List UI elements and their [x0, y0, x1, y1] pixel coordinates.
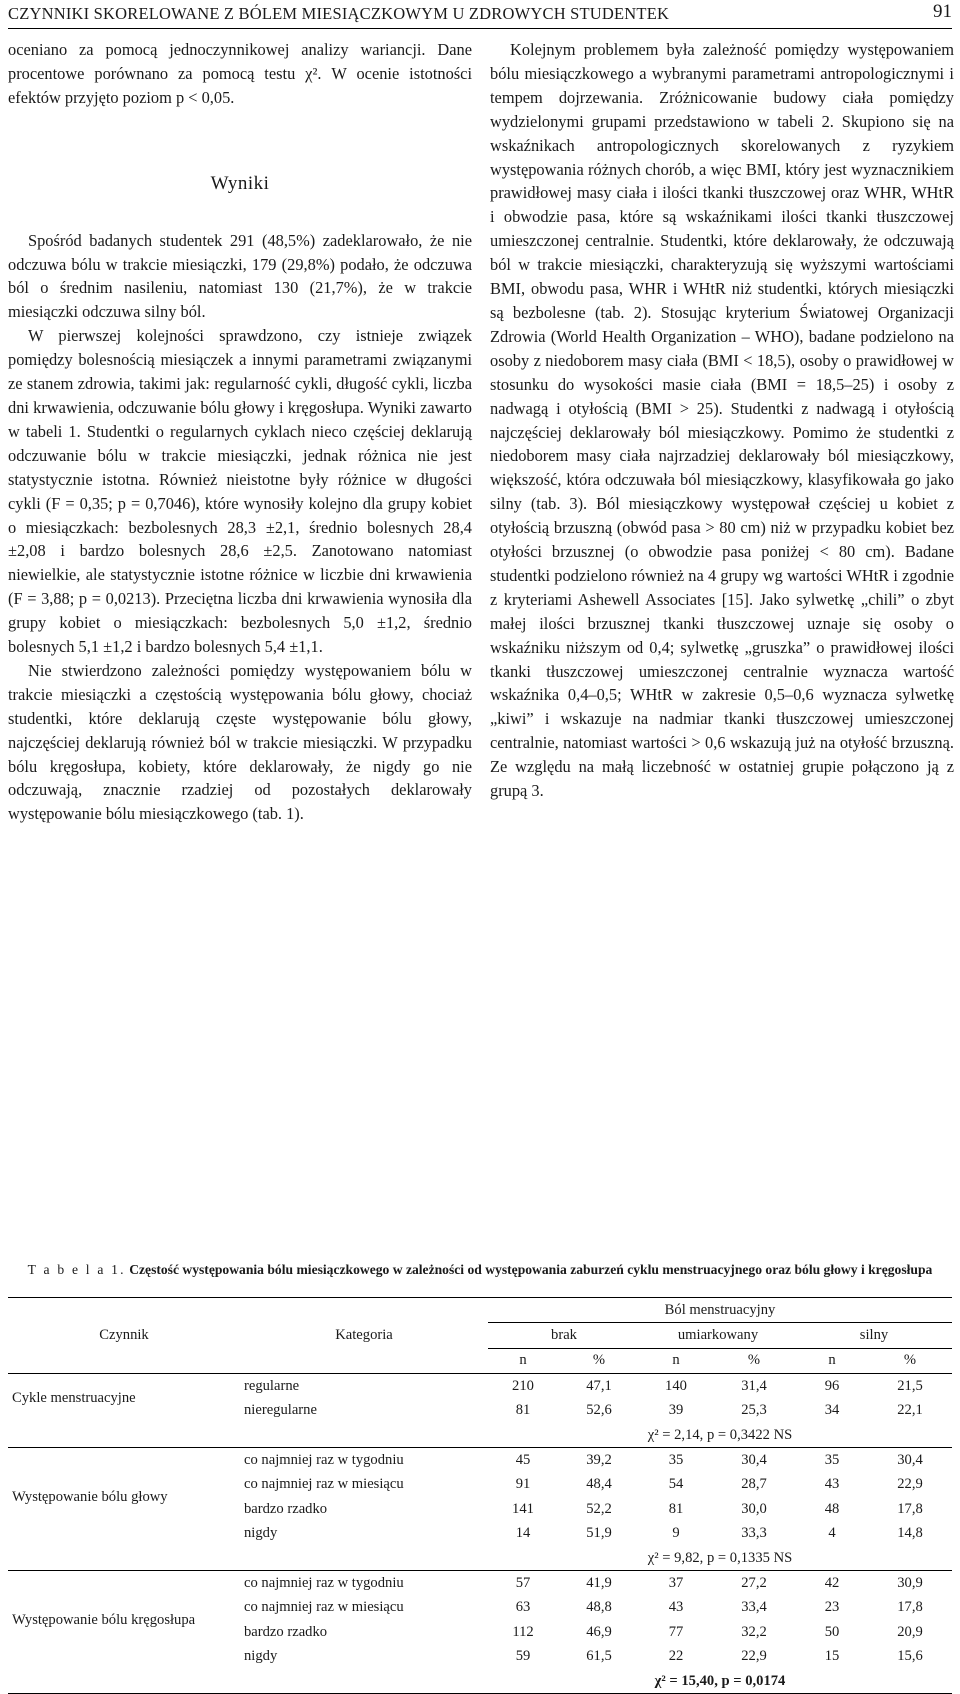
value-cell: 22,1 [897, 1402, 923, 1419]
value-cell: 23 [824, 1599, 840, 1616]
value-cell: 14,8 [897, 1525, 923, 1542]
category-cell: bardzo rzadko [244, 1500, 328, 1517]
value-cell: 141 [512, 1500, 534, 1517]
stat-row [8, 1669, 952, 1694]
value-cell: 81 [515, 1402, 531, 1419]
value-cell: 96 [824, 1377, 840, 1394]
header-n: n [519, 1352, 527, 1369]
value-cell: 33,3 [741, 1525, 767, 1542]
value-cell: 54 [668, 1476, 684, 1493]
header-factor: Czynnik [8, 1298, 240, 1374]
value-cell: 30,4 [897, 1452, 923, 1469]
value-cell: 27,2 [741, 1574, 767, 1591]
header-n: n [828, 1352, 836, 1369]
value-cell: 210 [512, 1377, 534, 1394]
value-cell: 48,8 [586, 1599, 612, 1616]
value-cell: 31,4 [741, 1377, 767, 1394]
value-cell: 30,4 [741, 1452, 767, 1469]
value-cell: 21,5 [897, 1377, 923, 1394]
section-heading-results: Wyniki [210, 172, 270, 194]
table-label: T a b e l a 1. [27, 1262, 126, 1277]
value-cell: 41,9 [586, 1574, 612, 1591]
running-title: CZYNNIKI SKORELOWANE Z BÓLEM MIESIĄCZKOWYM U ZDROWYCH STUDENTEK [8, 4, 670, 23]
value-cell: 20,9 [897, 1623, 923, 1640]
table-1 [8, 1297, 952, 1694]
table-caption [8, 1261, 952, 1279]
value-cell: 22,9 [897, 1476, 923, 1493]
value-cell: 140 [665, 1377, 687, 1394]
stat-row [8, 1546, 952, 1571]
value-cell: 22 [668, 1648, 684, 1665]
value-cell: 45 [515, 1452, 531, 1469]
value-cell: 57 [515, 1574, 531, 1591]
value-cell: 42 [824, 1574, 840, 1591]
value-cell: 59 [515, 1648, 531, 1665]
value-cell: 52,2 [586, 1500, 612, 1517]
value-cell: 14 [515, 1525, 531, 1542]
value-cell: 30,0 [741, 1500, 767, 1517]
value-cell: 52,6 [586, 1402, 612, 1419]
category-cell: bardzo rzadko [244, 1623, 328, 1640]
left-column [8, 38, 472, 826]
header-silny: silny [796, 1323, 952, 1348]
page-number: 91 [933, 1, 952, 22]
table-head [8, 1298, 952, 1374]
value-cell: 28,7 [741, 1476, 767, 1493]
value-cell: 17,8 [897, 1599, 923, 1616]
category-cell: co najmniej raz w miesiącu [244, 1476, 404, 1493]
table-row [8, 1448, 952, 1473]
chi-square-stat: χ² = 15,40, p = 0,0174 [488, 1669, 952, 1694]
value-cell: 9 [672, 1525, 680, 1542]
value-cell: 15 [824, 1648, 840, 1665]
value-cell: 35 [824, 1452, 840, 1469]
results-paragraph-3: Nie stwierdzono zależności pomiędzy występowaniem bólu w trakcie miesiączki a częstością występowania bólu głowy, chociaż studentki, które deklarują częste występowanie bólu głowy, najczęściej deklarują również ból w trakcie miesiączki. W przypadku bólu kręgosłupa, kobiety, które deklarowały, że nigdy go nie odczuwają, znacznie rzadziej od pozostałych deklarowały występowanie bólu miesiączkowego (tab. 1). [8, 660, 472, 824]
value-cell: 37 [668, 1574, 684, 1591]
value-cell: 81 [668, 1500, 684, 1517]
value-cell: 112 [512, 1623, 534, 1640]
table-body [8, 1374, 952, 1694]
header-n: n [672, 1352, 680, 1369]
category-cell: co najmniej raz w tygodniu [244, 1452, 404, 1469]
table-row [8, 1374, 952, 1399]
factor-cell: Występowanie bólu głowy [12, 1488, 168, 1505]
right-column [490, 38, 954, 803]
value-cell: 77 [668, 1623, 684, 1640]
running-header [8, 0, 952, 29]
value-cell: 47,1 [586, 1377, 612, 1394]
factor-cell: Występowanie bólu kręgosłupa [12, 1611, 196, 1628]
value-cell: 51,9 [586, 1525, 612, 1542]
category-cell: regularne [244, 1377, 300, 1394]
header-category: Kategoria [240, 1298, 488, 1374]
value-cell: 48 [824, 1500, 840, 1517]
value-cell: 25,3 [741, 1402, 767, 1419]
results-paragraph-1: Spośród badanych studentek 291 (48,5%) zadeklarowało, że nie odczuwa bólu w trakcie miesiączki, 179 (29,8%) podało, że odczuwa ból o średnim nasileniu, natomiast 130 (21,7%), że w trakcie miesiączki odczuwa silny ból. [8, 230, 472, 322]
value-cell: 46,9 [586, 1623, 612, 1640]
header-brak: brak [488, 1323, 640, 1348]
category-cell: co najmniej raz w miesiącu [244, 1599, 404, 1616]
category-cell: nigdy [244, 1648, 278, 1665]
value-cell: 43 [824, 1476, 840, 1493]
category-cell: co najmniej raz w tygodniu [244, 1574, 404, 1591]
value-cell: 39 [668, 1402, 684, 1419]
category-cell: nieregularne [244, 1402, 317, 1419]
header-group: Ból menstruacyjny [488, 1298, 952, 1323]
value-cell: 63 [515, 1599, 531, 1616]
value-cell: 34 [824, 1402, 840, 1419]
value-cell: 15,6 [897, 1648, 923, 1665]
methods-tail-paragraph: oceniano za pomocą jednoczynnikowej analizy wariancji. Dane procentowe porównano za pomocą testu χ². W ocenie istotności efektów przyjęto poziom p < 0,05. [8, 40, 472, 107]
value-cell: 48,4 [586, 1476, 612, 1493]
header-pct: % [747, 1352, 761, 1369]
value-cell: 33,4 [741, 1599, 767, 1616]
value-cell: 30,9 [897, 1574, 923, 1591]
header-pct: % [592, 1352, 606, 1369]
results-paragraph-4: Kolejnym problemem była zależność pomiędzy występowaniem bólu miesiączkowego a wybranymi parametrami antropologicznymi i tempem dojrzewania. Zróżnicowanie budowy ciała pomiędzy wydzielonymi grupami przedstawiono w tabeli 2. Skupiono się na wskaźnikach antropologicznych skorelowanych z ryzykiem występowania różnych chorób, a więc BMI, który jest wyznacznikiem prawidłowej masy ciała i ilości tkanki tłuszczowej oraz WHR, WHtR i obwodzie pasa, które są wskaźnikami ilości tkanki tłuszczowej umieszczonej centralnie. Studentki, które deklarowały, że odczuwają ból w trakcie miesiączki, charakteryzują się wyższymi wartościami BMI, obwodu pasa, WHR i WHtR niż studentki, których miesiączki są bezbolesne (tab. 2). Stosując kryterium Światowej Organizacji Zdrowia (World Health Organization – WHO), badane podzielono na osoby z niedoborem masy ciała (BMI < 18,5), osoby o prawidłowej w stosunku do wysokości masie ciała (BMI = 18,5–25) i osoby z nadwagą i otyłością (BMI > 25). Studentki z nadwagą i otyłością najczęściej deklarowały ból miesiączkowy. Pomimo że studentki z niedoborem masy ciała najrzadziej deklarowały ból miesiączkowy, większość, która odczuwała ból miesiączkowy, klasyfikowała go jako silny (tab. 3). Ból miesiączkowy występował częściej u kobiet z otyłością brzuszną (obwód pasa > 80 cm) niż w przypadku kobiet bez otyłości brzusznej (o obwodzie pasa poniżej < 80 cm). Badane studentki podzielono również na 4 grupy wg wartości WHtR i zgodnie z kryteriami Ashewell Associates [15]. Jako sylwetkę „chili” o zbyt małej ilości brzusznej tkanki tłuszczowej uznaje się osoby o wskaźniku niższym od 0,4; sylwetkę „gruszka” o prawidłowej ilości tkanki tłuszczowej umieszczonej centralnie wyznacza wartość wskaźnika 0,4–0,5; WHtR w zakresie 0,5–0,6 wyznacza sylwetkę „kiwi” i wskazuje na nadmiar tkanki tłuszczowej umieszczonej centralnie, natomiast wartości > 0,6 wskazują już na otyłość brzuszną. Ze względu na małą liczebność w ostatniej grupie połączono ją z grupą 3. [490, 40, 954, 801]
header-umiarkowany: umiarkowany [640, 1323, 796, 1348]
table-caption-text: Częstość występowania bólu miesiączkowego w zależności od występowania zaburzeń cyklu menstruacyjnego oraz bólu głowy i kręgosłupa [129, 1262, 933, 1277]
value-cell: 61,5 [586, 1648, 612, 1665]
chi-square-stat: χ² = 2,14, p = 0,3422 NS [488, 1423, 952, 1448]
value-cell: 4 [828, 1525, 836, 1542]
stat-row [8, 1423, 952, 1448]
table-row [8, 1571, 952, 1596]
value-cell: 43 [668, 1599, 684, 1616]
value-cell: 32,2 [741, 1623, 767, 1640]
value-cell: 35 [668, 1452, 684, 1469]
factor-cell: Cykle menstruacyjne [12, 1390, 136, 1407]
value-cell: 50 [824, 1623, 840, 1640]
header-pct: % [903, 1352, 917, 1369]
value-cell: 39,2 [586, 1452, 612, 1469]
value-cell: 17,8 [897, 1500, 923, 1517]
category-cell: nigdy [244, 1525, 278, 1542]
value-cell: 22,9 [741, 1648, 767, 1665]
value-cell: 91 [515, 1476, 531, 1493]
results-paragraph-2: W pierwszej kolejności sprawdzono, czy istnieje związek pomiędzy bolesnością miesiączek a innymi parametrami związanymi ze stanem zdrowia, takimi jak: regularność cykli, długość cykli, liczba dni krwawienia, odczuwanie bólu głowy i kręgosłupa. Wyniki zawarto w tabeli 1. Studentki o regularnych cyklach nieco częściej deklarują odczuwanie bólu w trakcie miesiączki, jednak różnica nie jest statystycznie istotna. Również nieistotne były różnice w długości cykli (F = 0,35; p = 0,7046), które wynosiły kolejno dla grupy kobiet o miesiączkach: bezbolesnych 28,3 ±2,1, średnio bolesnych 28,4 ±2,08 i bardzo bolesnych 28,6 ±2,5. Zanotowano natomiast niewielkie, ale statystycznie istotne różnice w liczbie dni krwawienia (F = 3,88; p = 0,0213). Przeciętna liczba dni krwawienia wynosiła dla grupy kobiet o miesiączkach: bezbolesnych 5,0 ±1,2, średnio bolesnych 5,1 ±1,2 i bardzo bolesnych 5,4 ±1,1. [8, 326, 472, 657]
chi-square-stat: χ² = 9,82, p = 0,1335 NS [488, 1546, 952, 1571]
